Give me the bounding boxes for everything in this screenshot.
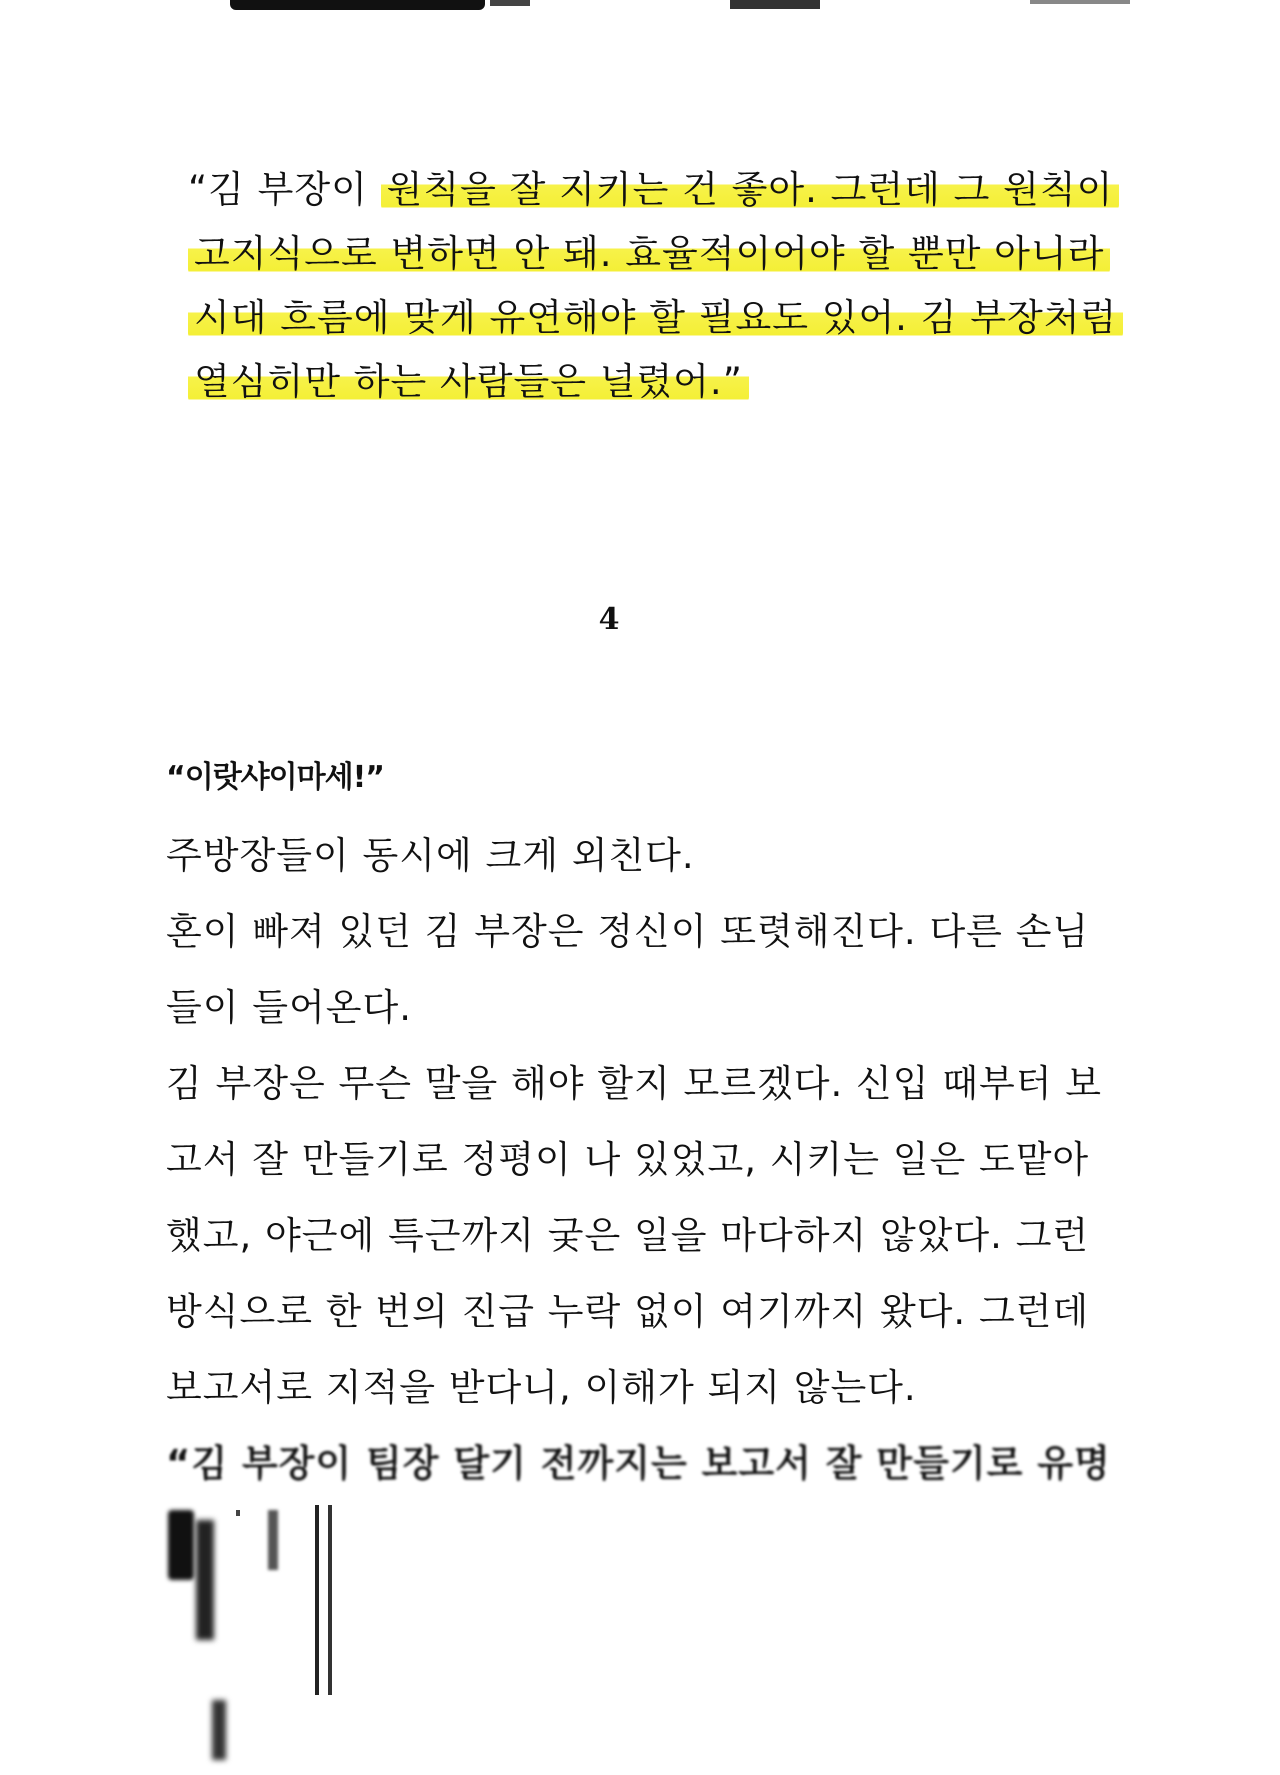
scan-artifact-bottom xyxy=(315,1505,319,1695)
highlight-mark: 시대 흐름에 맞게 유연해야 할 필요도 있어. 김 부장처럼 xyxy=(188,296,1123,339)
scan-artifact-bottom xyxy=(212,1700,226,1760)
scan-artifact-bottom xyxy=(268,1510,278,1570)
scan-artifact-top xyxy=(230,0,485,10)
scan-artifact-bottom xyxy=(196,1520,214,1640)
greeting-heading: “이랏샤이마세!” xyxy=(166,760,384,795)
scan-artifact-bottom xyxy=(328,1505,332,1695)
body-paragraphs xyxy=(166,818,1111,1502)
body-line: 혼이 빠져 있던 김 부장은 정신이 또렷해진다. 다른 손님 xyxy=(166,910,1090,953)
scan-artifact-top xyxy=(490,0,530,6)
quote-line-3 xyxy=(188,286,1118,350)
highlight-mark: 열심히만 하는 사람들은 널렸어.” xyxy=(188,360,749,403)
body-line: 주방장들이 동시에 크게 외친다. xyxy=(166,834,695,877)
scan-artifact-bottom xyxy=(168,1510,194,1580)
highlighted-quote xyxy=(188,158,1118,414)
body-line: 했고, 야근에 특근까지 궂은 일을 마다하지 않았다. 그런 xyxy=(166,1214,1090,1257)
section-number: 4 xyxy=(598,602,620,637)
scan-artifact-top xyxy=(1030,0,1130,4)
quote-line-4 xyxy=(188,350,1088,414)
highlight-mark: 원칙을 잘 지키는 건 좋아. 그런데 그 원칙이 xyxy=(381,168,1120,211)
scan-artifact-top xyxy=(730,0,820,9)
quote-line-1: “김 부장이 원칙을 잘 지키는 건 좋아. 그런데 그 원칙이 xyxy=(188,158,1088,222)
body-line: 보고서로 지적을 받다니, 이해가 되지 않는다. xyxy=(166,1366,917,1409)
body-line: 김 부장은 무슨 말을 해야 할지 모르겠다. 신입 때부터 보 xyxy=(166,1062,1102,1105)
body-line: 방식으로 한 번의 진급 누락 없이 여기까지 왔다. 그런데 xyxy=(166,1290,1090,1333)
highlight-mark: 고지식으로 변하면 안 돼. 효율적이어야 할 뿐만 아니라 xyxy=(188,232,1110,275)
scan-artifact-bottom xyxy=(236,1510,240,1516)
body-line-blurred: “김 부장이 팀장 달기 전까지는 보고서 잘 만들기로 유명 xyxy=(166,1442,1111,1485)
quote-line-2 xyxy=(188,222,1105,286)
body-line: 들이 들어온다. xyxy=(166,986,412,1029)
body-line: 고서 잘 만들기로 정평이 나 있었고, 시키는 일은 도맡아 xyxy=(166,1138,1090,1181)
